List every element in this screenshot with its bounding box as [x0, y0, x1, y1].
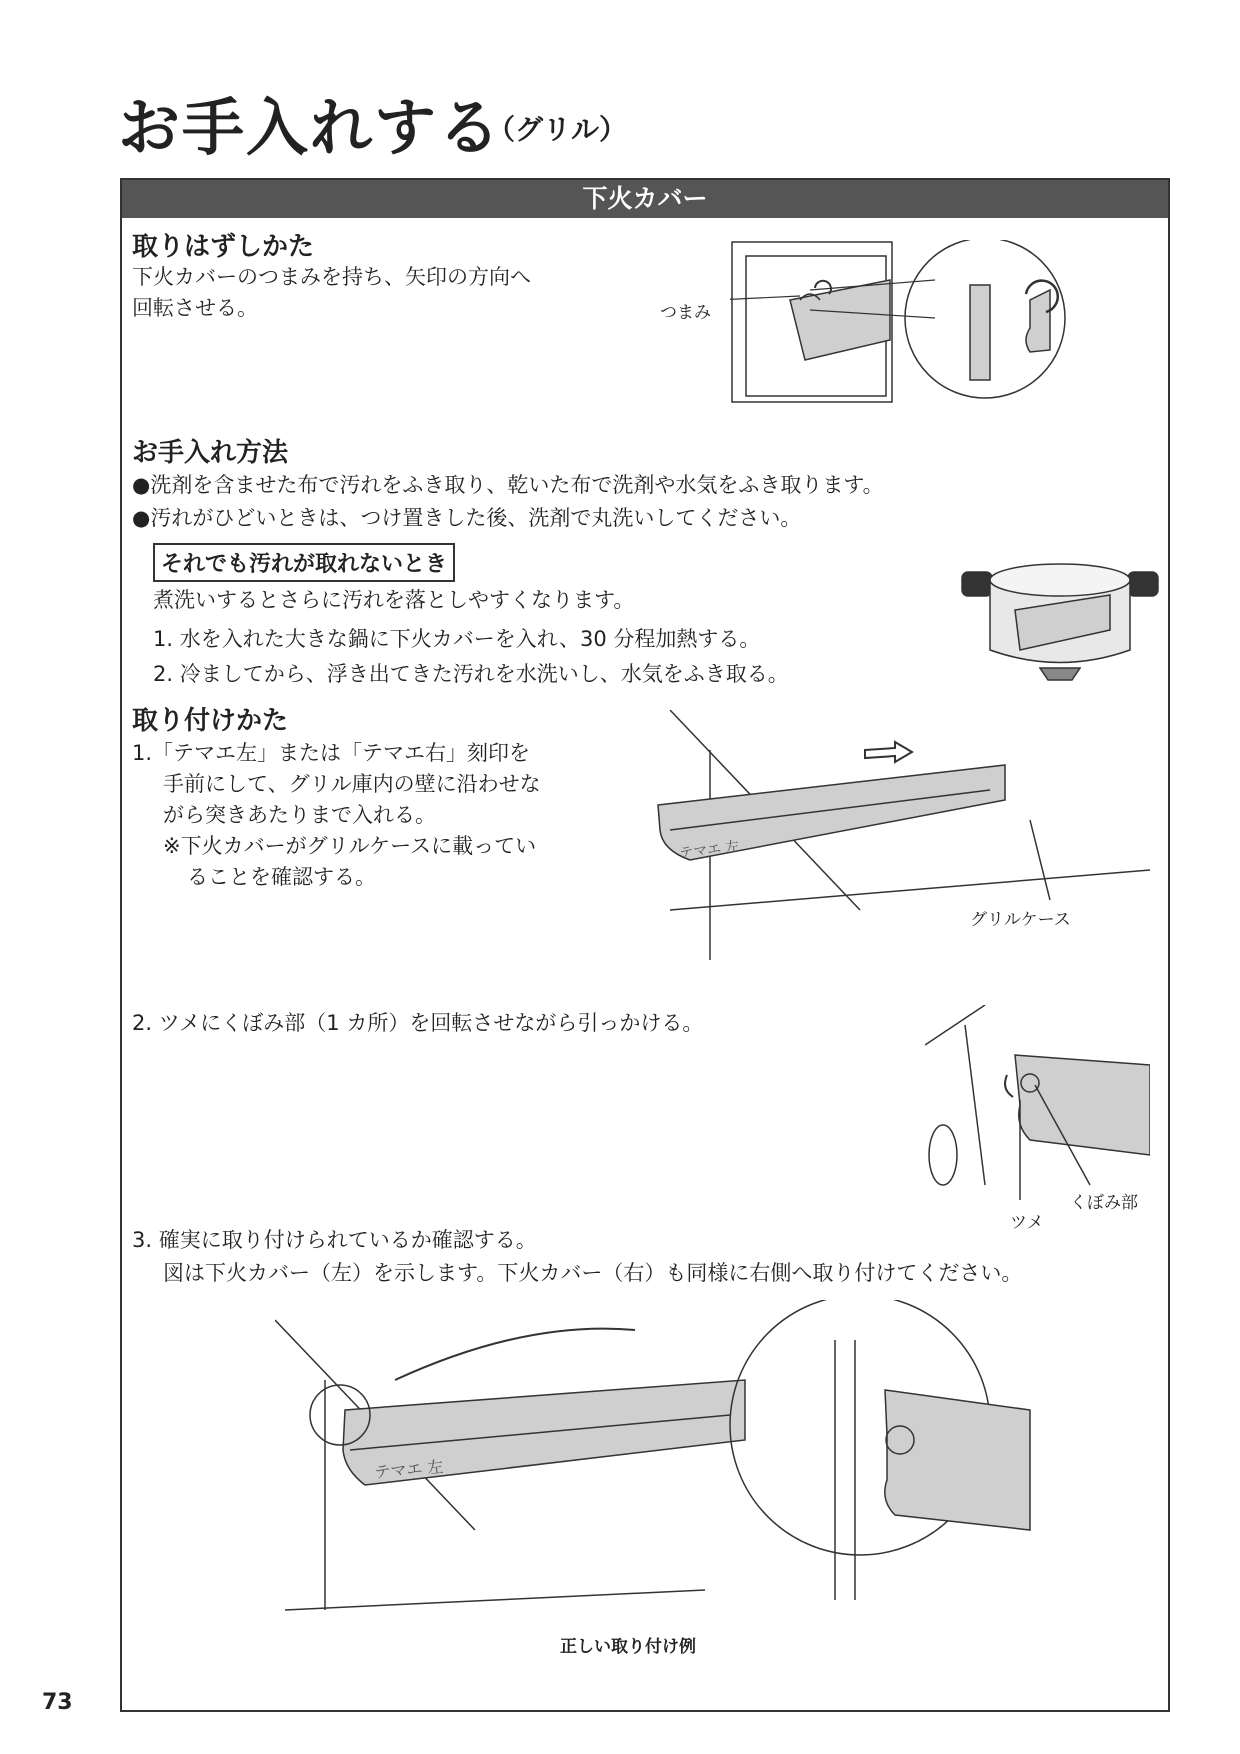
install-step3-line2: 図は下火カバー（左）を示します。下火カバー（右）も同様に右側へ取り付けてください。 [163, 1261, 1023, 1285]
stubborn-step1: 1. 水を入れた大きな鍋に下火カバーを入れ、30 分程加熱する。 [153, 627, 761, 651]
install-heading: 取り付けかた [132, 706, 289, 736]
correct-install-illustration [275, 1300, 1035, 1620]
install-step1-line3: がら突きあたりまで入れる。 [163, 803, 436, 827]
insert-illustration [650, 710, 1150, 970]
install-step2: 2. ツメにくぼみ部（1 カ所）を回転させながら引っかける。 [132, 1011, 704, 1035]
claw-label: ツメ [1010, 1213, 1044, 1233]
care-heading: お手入れ方法 [132, 438, 289, 468]
dent-label: くぼみ部 [1070, 1193, 1138, 1213]
pot-illustration [960, 550, 1160, 690]
removal-line2: 回転させる。 [132, 296, 258, 320]
knob-label: つまみ [660, 303, 711, 323]
removal-line1: 下火カバーのつまみを持ち、矢印の方向へ [132, 265, 531, 289]
install-step3-line1: 3. 確実に取り付けられているか確認する。 [132, 1228, 537, 1252]
stubborn-heading: それでも汚れが取れないとき [153, 543, 455, 582]
stubborn-step2: 2. 冷ましてから、浮き出てきた汚れを水洗いし、水気をふき取る。 [153, 662, 789, 686]
removal-illustration [730, 240, 1150, 430]
install-step1-line2: 手前にして、グリル庫内の壁に沿わせな [163, 772, 541, 796]
svg-text:テマエ 左: テマエ 左 [373, 1457, 445, 1482]
claw-illustration [925, 1005, 1150, 1205]
page-title: お手入れする [118, 91, 503, 164]
section-bar: 下火カバー [122, 180, 1168, 218]
install-step1-note2: ることを確認する。 [187, 865, 376, 889]
figure-caption: 正しい取り付け例 [560, 1637, 696, 1657]
case-label: グリルケース [970, 910, 1071, 930]
install-step1-line1: 1.「テマエ左」または「テマエ右」刻印を [132, 741, 531, 765]
care-bullet2: ●汚れがひどいときは、つけ置きした後、洗剤で丸洗いしてください。 [132, 506, 802, 530]
page-number: 73 [42, 1690, 73, 1715]
page-subtitle: （グリル） [487, 113, 628, 146]
svg-text:テマエ 左: テマエ 左 [678, 838, 741, 862]
install-step1-note1: ※下火カバーがグリルケースに載ってい [163, 834, 537, 858]
stubborn-intro: 煮洗いするとさらに汚れを落としやすくなります。 [153, 588, 635, 612]
removal-heading: 取りはずしかた [132, 232, 315, 262]
care-bullet1: ●洗剤を含ませた布で汚れをふき取り、乾いた布で洗剤や水気をふき取ります。 [132, 473, 884, 497]
